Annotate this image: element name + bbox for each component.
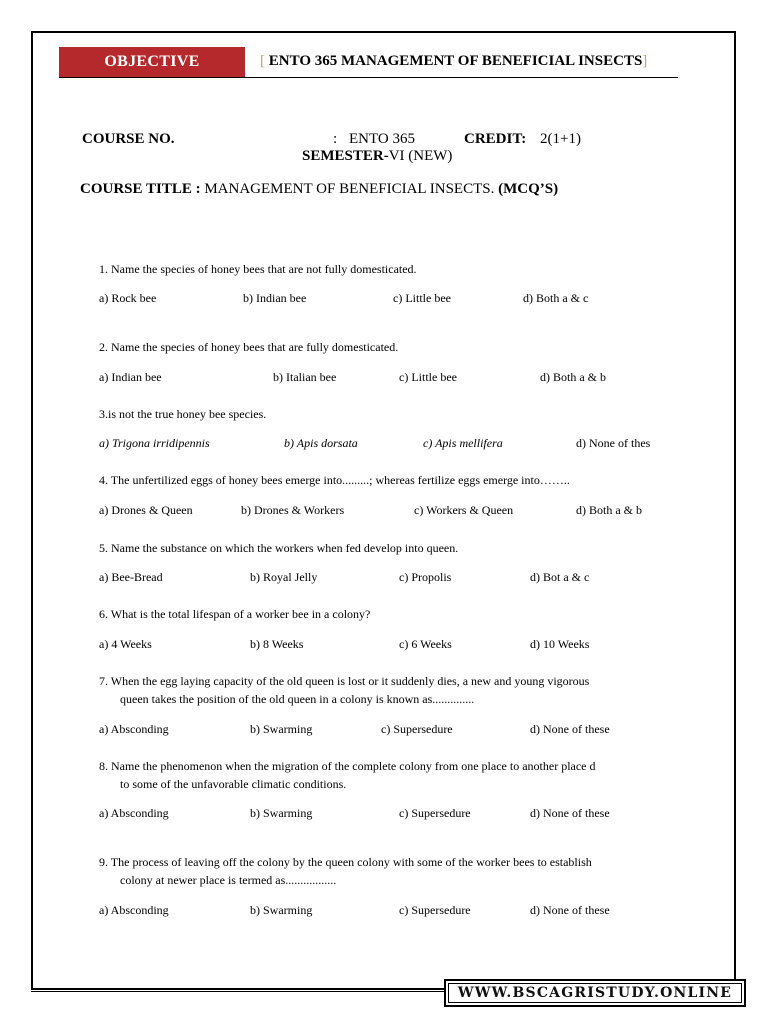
question-2-option-b: b) Italian bee: [273, 370, 337, 384]
header-title: [260, 53, 647, 70]
question-8-text-cont: to some of the unfavorable climatic conditions.: [120, 777, 347, 791]
question-9-option-b: b) Swarming: [250, 903, 313, 917]
question-6-option-c: c) 6 Weeks: [399, 637, 452, 651]
credit-value: 2(1+1): [540, 131, 581, 147]
question-4-option-d: d) Both a & b: [576, 503, 642, 517]
question-5-text: 5. Name the substance on which the workers when fed develop into queen.: [99, 541, 459, 555]
question-5-option-c: c) Propolis: [399, 570, 452, 584]
question-3-option-b: b) Apis dorsata: [284, 436, 358, 450]
question-4-option-c: c) Workers & Queen: [414, 503, 514, 517]
question-8-option-c: c) Supersedure: [399, 806, 471, 820]
question-1-option-c: c) Little bee: [393, 291, 451, 305]
bracket-close: ]: [642, 53, 648, 69]
question-9-option-a: a) Absconding: [99, 903, 169, 917]
question-2-option-c: c) Little bee: [399, 370, 457, 384]
question-5-option-a: a) Bee-Bread: [99, 570, 163, 584]
question-3-option-c: c) Apis mellifera: [423, 436, 503, 450]
semester-value: VI (NEW): [388, 148, 453, 164]
question-6-option-a: a) 4 Weeks: [99, 637, 152, 651]
question-9-option-d: d) None of these: [530, 903, 610, 917]
question-1-option-d: d) Both a & c: [523, 291, 589, 305]
question-7-option-a: a) Absconding: [99, 722, 169, 736]
semester-label: SEMESTER-: [302, 148, 389, 164]
question-4-text: 4. The unfertilized eggs of honey bees emerge into.........; whereas fertilize eggs emerge into……..: [99, 473, 570, 487]
question-6-option-d: d) 10 Weeks: [530, 637, 590, 651]
question-1-option-b: b) Indian bee: [243, 291, 307, 305]
question-7-text: 7. When the egg laying capacity of the old queen is lost or it suddenly dies, a new and young vigorous: [99, 674, 590, 688]
question-3-text: 3.is not the true honey bee species.: [99, 407, 267, 421]
question-2-option-d: d) Both a & b: [540, 370, 606, 384]
question-8-option-d: d) None of these: [530, 806, 610, 820]
question-7-text-cont: queen takes the position of the old queen in a colony is known as..............: [120, 692, 475, 706]
question-8-option-b: b) Swarming: [250, 806, 313, 820]
semester: [302, 148, 452, 165]
question-1-text: 1. Name the species of honey bees that are not fully domesticated.: [99, 262, 417, 276]
question-8-text: 8. Name the phenomenon when the migration of the complete colony from one place to another place d: [99, 759, 596, 773]
question-5-option-d: d) Bot a & c: [530, 570, 590, 584]
credit-label: CREDIT:: [464, 131, 527, 147]
question-7-option-d: d) None of these: [530, 722, 610, 736]
question-4-option-b: b) Drones & Workers: [241, 503, 345, 517]
question-9-text: 9. The process of leaving off the colony by the queen colony with some of the worker bees to establish: [99, 855, 592, 869]
header-rule: [59, 77, 678, 78]
course-title-suffix: (MCQ’S): [498, 181, 559, 197]
course-title: [80, 181, 558, 198]
question-4-option-a: a) Drones & Queen: [99, 503, 193, 517]
question-9-option-c: c) Supersedure: [399, 903, 471, 917]
website-badge: [444, 979, 746, 1007]
question-6-text: 6. What is the total lifespan of a worker bee in a colony?: [99, 607, 371, 621]
question-2-text: 2. Name the species of honey bees that are fully domesticated.: [99, 340, 399, 354]
question-1-option-a: a) Rock bee: [99, 291, 157, 305]
course-no-value: ENTO 365: [349, 131, 415, 147]
header-title-text: ENTO 365 MANAGEMENT OF BENEFICIAL INSECTS: [268, 53, 643, 69]
question-2-option-a: a) Indian bee: [99, 370, 162, 384]
bottom-rule: [31, 991, 444, 992]
question-7-option-b: b) Swarming: [250, 722, 313, 736]
course-title-value: MANAGEMENT OF BENEFICIAL INSECTS.: [204, 181, 495, 197]
course-no-label: COURSE NO.: [82, 131, 175, 147]
question-3-option-d: d) None of thes: [576, 436, 651, 450]
website-link[interactable]: WWW.BSCAGRISTUDY.ONLINE: [457, 985, 733, 1001]
question-7-option-c: c) Supersedure: [381, 722, 453, 736]
objective-label: OBJECTIVE: [104, 53, 200, 70]
course-title-label: COURSE TITLE :: [80, 181, 201, 197]
question-6-option-b: b) 8 Weeks: [250, 637, 304, 651]
question-8-option-a: a) Absconding: [99, 806, 169, 820]
question-9-text-cont: colony at newer place is termed as.................: [120, 873, 337, 887]
course-no-sep: :: [333, 131, 338, 147]
bracket-open: [: [260, 53, 265, 69]
objective-tab: [59, 47, 245, 77]
question-3-option-a: a) Trigona irridipennis: [99, 436, 210, 450]
question-5-option-b: b) Royal Jelly: [250, 570, 318, 584]
